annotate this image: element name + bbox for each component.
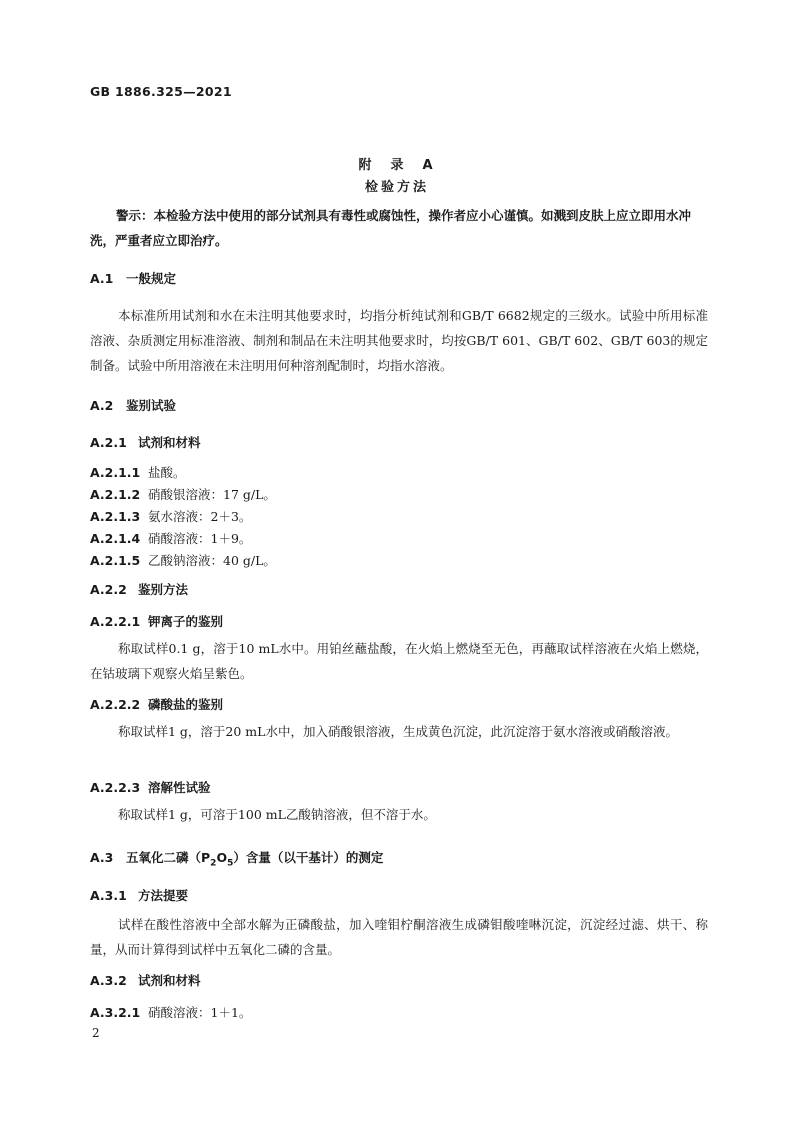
section-title: 鉴别方法 [138,582,189,597]
item-text: 硝酸溶液：1＋1。 [148,1005,252,1020]
section-a31-paragraph: 试样在酸性溶液中全部水解为正磷酸盐，加入喹钼柠酮溶液生成磷钼酸喹啉沉淀，沉淀经过滤、烘干、称量，从而计算得到试样中五氧化二磷的含量。 [90,917,708,957]
section-a3-heading [90,848,383,869]
section-number: A.2 [90,398,114,413]
appendix-subtitle: 检验方法 [364,180,429,195]
section-a1-paragraph: 本标准所用试剂和水在未注明其他要求时，均指分析纯试剂和GB/T 6682规定的三级水。试验中所用标准溶液、杂质测定用标准溶液、制剂和制品在未注明其他要求时，均按GB/T 601、GB/T 602、GB/T 603的规定制备。试验中所用溶液在未注明用何种溶剂配制时，均指水溶液。 [90,308,708,373]
section-title: 方法提要 [138,888,189,903]
item-number: A.2.1.1 [90,465,141,480]
section-number: A.1 [90,271,114,286]
section-title: 五氧化二磷$(P_2O_5)$含量（以干基计）的测定 [126,850,384,869]
section-a223-heading [90,778,211,796]
section-a2-heading [90,396,176,414]
section-title: 鉴别试验 [126,398,177,413]
list-item [90,507,251,525]
item-number: A.2.1.5 [90,553,141,568]
section-number: A.2.2 [90,582,127,597]
item-text: 盐酸。 [148,465,186,480]
warning-paragraph: 警示：本检验方法中使用的部分试剂具有毒性或腐蚀性，操作者应小心谨慎。如溅到皮肤上应立即用水冲洗，严重者应立即治疗。 [90,208,692,248]
section-title: 一般规定 [126,271,177,286]
section-title: 钾离子的鉴别 [148,614,224,629]
section-number: A.2.2.2 [90,697,141,712]
section-title: 试剂和材料 [138,435,201,450]
item-number: A.2.1.2 [90,487,141,502]
appendix-title: 附 录 A [358,158,436,173]
list-item [90,529,251,547]
item-number: A.2.1.3 [90,509,141,524]
section-number: A.2.2.3 [90,780,141,795]
section-title: 试剂和材料 [138,973,201,988]
section-a221-paragraph: 称取试样0.1 g，溶于10 mL水中。用铂丝蘸盐酸，在火焰上燃烧至无色，再蘸取试样溶液在火焰上燃烧，在钴玻璃下观察火焰呈紫色。 [90,641,708,681]
section-number: A.2.1 [90,435,127,450]
section-number: A.3.1 [90,888,127,903]
item-text: 氨水溶液：2＋3。 [148,509,252,524]
item-number: A.3.2.1 [90,1005,141,1020]
section-a31-heading [90,886,188,904]
section-a32-heading [90,971,201,989]
section-title: 溶解性试验 [148,780,211,795]
section-number: A.2.2.1 [90,614,141,629]
item-text: 硝酸银溶液：17 g/L。 [148,487,276,502]
section-a222-paragraph: 称取试样1 g，溶于20 mL水中，加入硝酸银溶液，生成黄色沉淀，此沉淀溶于氨水溶液或硝酸溶液。 [118,724,678,739]
section-a22-heading [90,580,188,598]
section-a222-heading [90,695,223,713]
page-number: 2 [92,1026,100,1040]
list-item [90,551,276,569]
section-number: A.3.2 [90,973,127,988]
section-a1-heading [90,269,176,287]
section-title: 磷酸盐的鉴别 [148,697,224,712]
list-item [90,485,276,503]
list-item [90,463,186,481]
section-a221-heading [90,612,223,630]
standard-number: GB 1886.325—2021 [90,84,232,99]
section-number: A.3 [90,850,114,865]
section-a223-paragraph: 称取试样1 g，可溶于100 mL乙酸钠溶液，但不溶于水。 [118,807,436,822]
item-text: 乙酸钠溶液：40 g/L。 [148,553,276,568]
item-text: 硝酸溶液：1＋9。 [148,531,252,546]
list-item [90,1003,251,1021]
item-number: A.2.1.4 [90,531,141,546]
section-a21-heading [90,433,201,451]
